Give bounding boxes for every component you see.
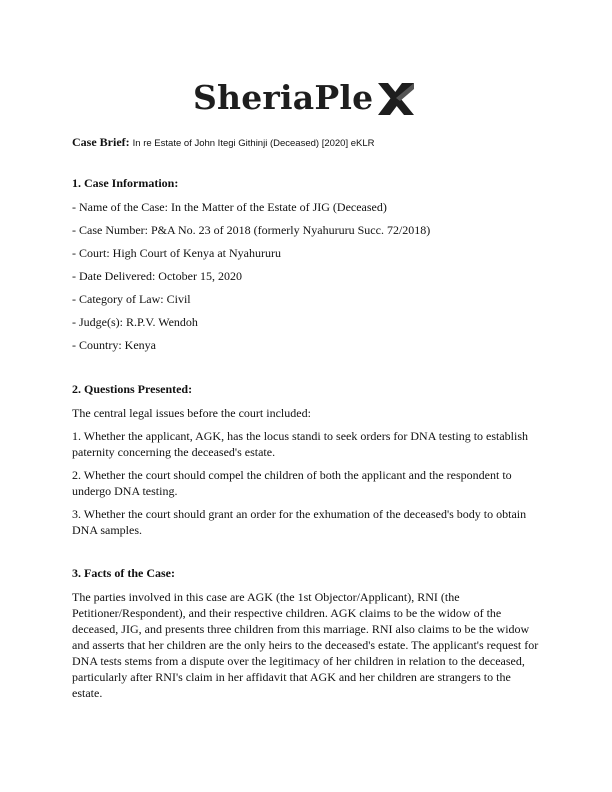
case-info-item: - Case Number: P&A No. 23 of 2018 (formerly Nyahururu Succ. 72/2018)	[72, 223, 431, 237]
section-heading-case-information: 1. Case Information:	[72, 176, 179, 190]
section-heading-facts: 3. Facts of the Case:	[72, 566, 175, 580]
question-item: 3. Whether the court should grant an order for the exhumation of the deceased's body to obtain DNA samples.	[72, 507, 527, 537]
question-item: 1. Whether the applicant, AGK, has the locus standi to seek orders for DNA testing to establish paternity concerning the deceased's estate.	[72, 429, 529, 459]
facts-body: The parties involved in this case are AGK (the 1st Objector/Applicant), RNI (the Petitioner/Respondent), and their respective children. AGK claims to be the widow of the deceased, JIG, and presents three children from this marriage. RNI also claims to be the widow and asserts that her children are the only heirs to the deceased's estate. The applicant's request for DNA tests stems from a dispute over the legitimacy of her children in relation to the deceased, particularly after RNI's claim in her affidavit that AGK and her children are strangers to the estate.	[72, 590, 539, 700]
questions-intro: The central legal issues before the court included:	[72, 406, 311, 420]
case-info-item: - Country: Kenya	[72, 338, 156, 352]
question-item: 2. Whether the court should compel the children of both the applicant and the respondent to undergo DNA testing.	[72, 468, 512, 498]
case-brief-line	[72, 134, 542, 152]
case-info-item: - Category of Law: Civil	[72, 292, 191, 306]
case-info-item: - Court: High Court of Kenya at Nyahururu	[72, 246, 281, 260]
section-heading-questions: 2. Questions Presented:	[72, 382, 193, 396]
x-letter-icon	[376, 81, 416, 117]
logo-text: SheriaPle	[193, 78, 374, 117]
case-info-item: - Date Delivered: October 15, 2020	[72, 269, 242, 283]
case-info-item: - Judge(s): R.P.V. Wendoh	[72, 315, 198, 329]
case-info-item: - Name of the Case: In the Matter of the Estate of JIG (Deceased)	[72, 200, 387, 214]
case-brief-label: Case Brief:	[72, 135, 130, 149]
sheriaplex-logo	[193, 77, 423, 119]
case-brief-title: In re Estate of John Itegi Githinji (Deceased) [2020] eKLR	[132, 138, 375, 149]
